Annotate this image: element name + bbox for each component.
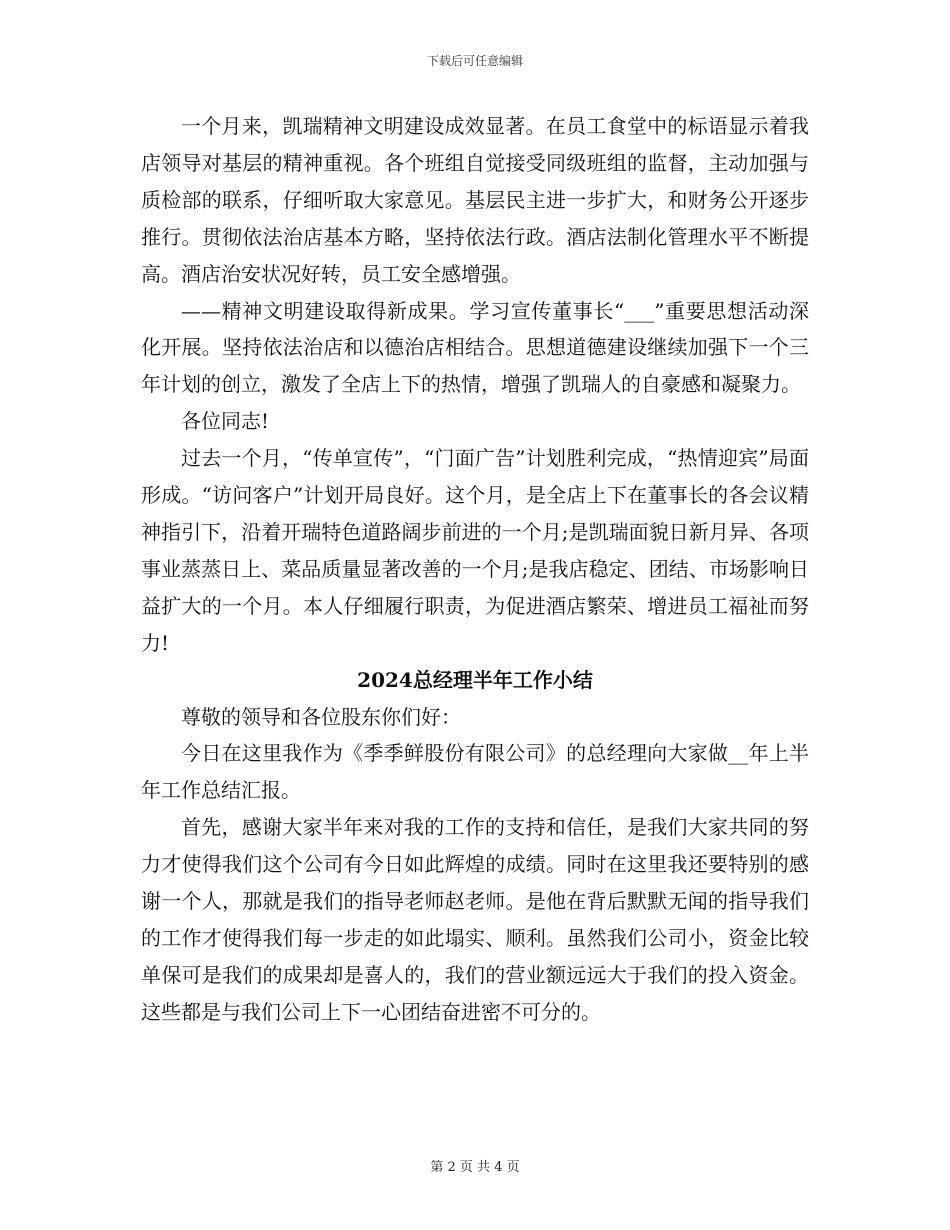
section-title: 2024总经理半年工作小结: [357, 667, 593, 692]
document-body: [141, 108, 809, 1031]
paragraph-thanks: 首先，感谢大家半年来对我的工作的支持和信任，是我们大家共同的努力才使得我们这个公司有今日如此辉煌的成绩。同时在这里我还要特别的感谢一个人，那就是我们的指导老师赵老师。是他在背后默默无闻的指导我们的工作才使得我们每一步走的如此塌实、顺利。虽然我们公司小，资金比较单保可是我们的成果却是喜人的，我们的营业额远远大于我们的投入资金。这些都是与我们公司上下一心团结奋进密不可分的。: [141, 815, 809, 1024]
paragraph-salutation: 尊敬的领导和各位股东你们好：: [181, 704, 461, 729]
paragraph-new-achievements: ——精神文明建设取得新成果。学习宣传董事长“___”重要思想活动深化开展。坚持依法治店和以德治店相结合。思想道德建设继续加强下一个三年计划的创立，激发了全店上下的热情，增强了凯瑞人的自豪感和凝聚力。: [141, 298, 809, 397]
page-header-note: 下载后可任意编辑: [426, 54, 523, 68]
paragraph-greeting-comrades: 各位同志!: [181, 409, 270, 434]
paragraph-spiritual-progress: 一个月来，凯瑞精神文明建设成效显著。在员工食堂中的标语显示着我店领导对基层的精神重视。各个班组自觉接受同级班组的监督，主动加强与质检部的联系，仔细听取大家意见。基层民主进一步扩大，和财务公开逐步推行。贯彻依法治店基本方略，坚持依法行政。酒店法制化管理水平不断提高。酒店治安状况好转，员工安全感增强。: [141, 114, 809, 286]
page-footer-page-number: 第 2 页 共 4 页: [430, 1160, 520, 1175]
paragraph-past-month: 过去一个月，“传单宣传”，“门面广告”计划胜利完成，“热情迎宾”局面形成。“访问客户”计划开局良好。这个月，是全店上下在董事长的各会议精神指引下，沿着开瑞特色道路阔步前进的一个月;是凯瑞面貌日新月异、各项事业蒸蒸日上、菜品质量显著改善的一个月;是我店稳定、团结、市场影响日益扩大的一个月。本人仔细履行职责，为促进酒店繁荣、增进员工福祉而努力!: [141, 446, 809, 655]
paragraph-report-intro: 今日在这里我作为《季季鲜股份有限公司》的总经理向大家做__年上半年工作总结汇报。: [141, 741, 809, 803]
